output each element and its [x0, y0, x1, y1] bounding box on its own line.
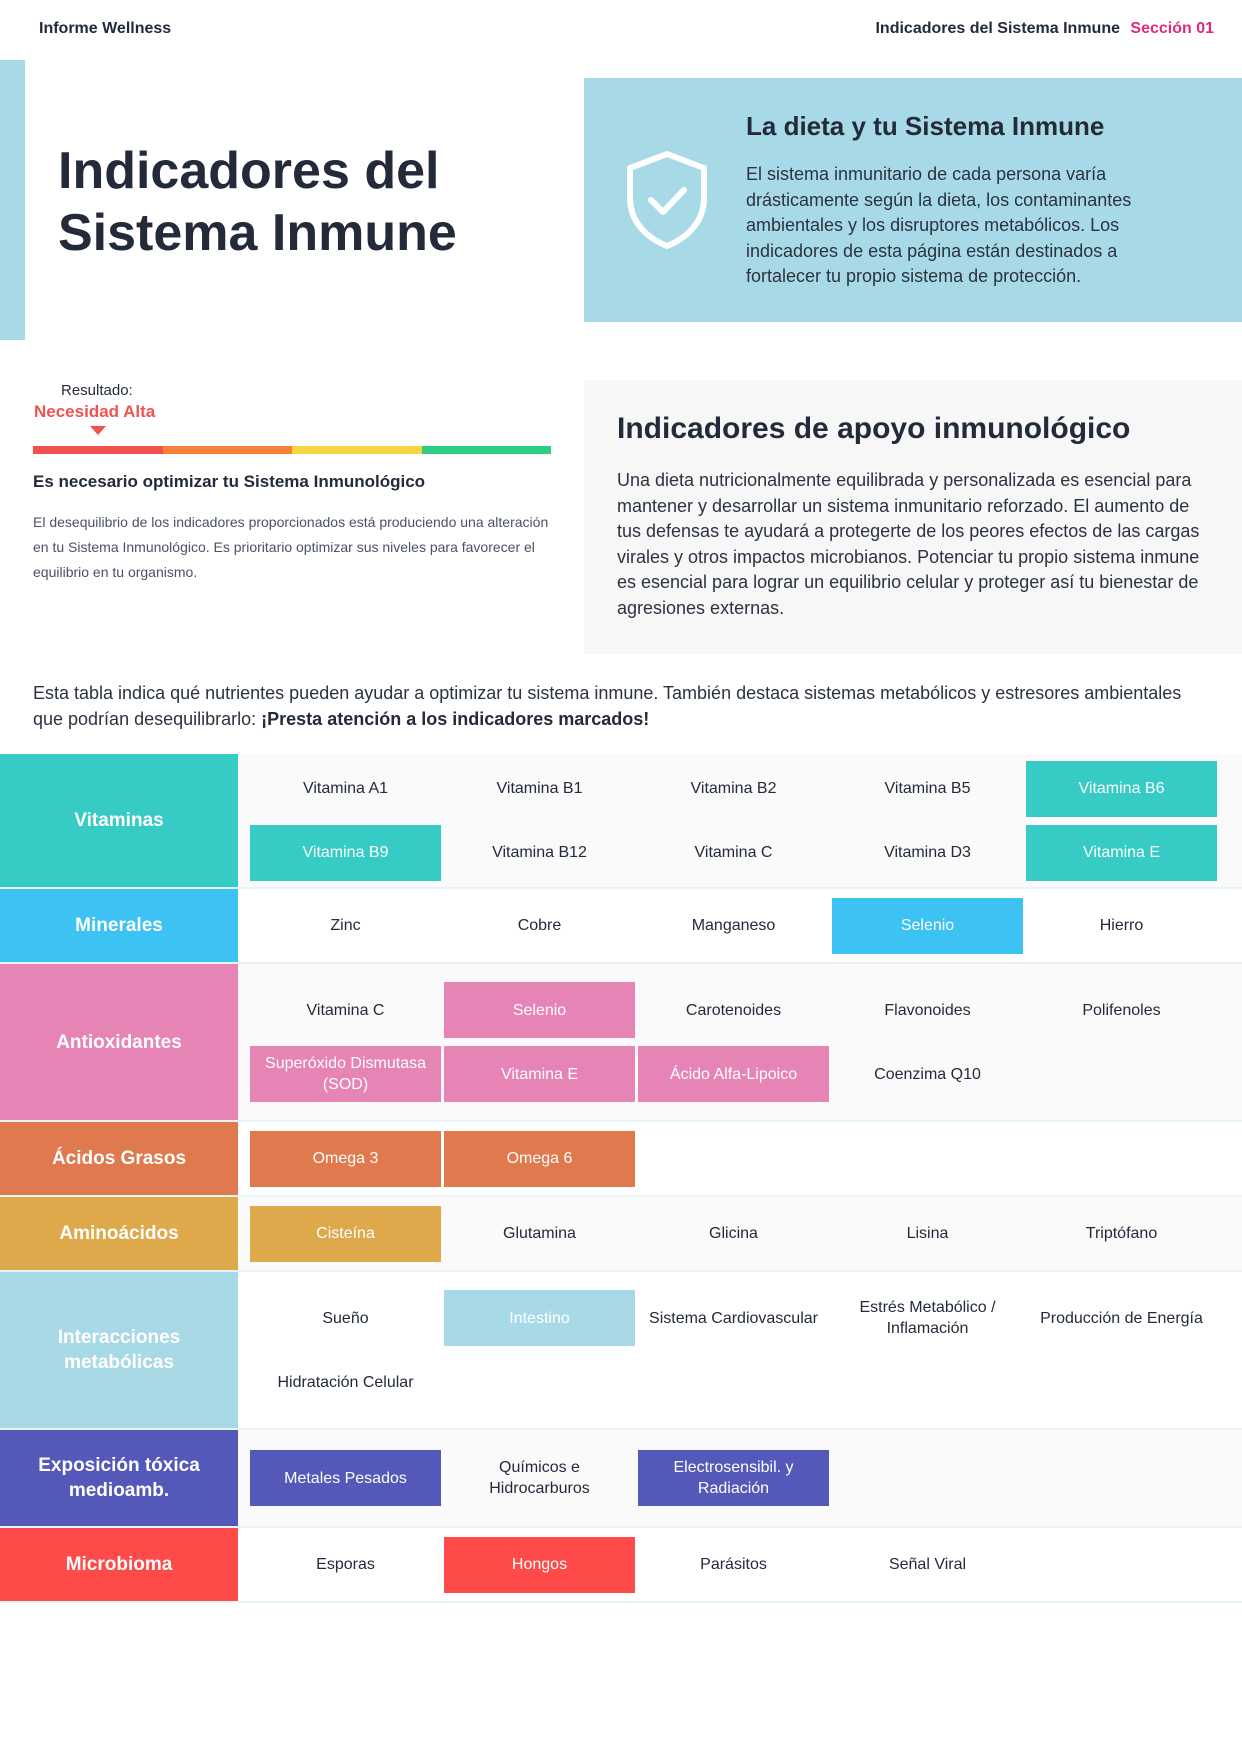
indicator-item-highlighted: Omega 3	[250, 1131, 441, 1187]
category-row	[0, 964, 1242, 1122]
shield-check-icon	[624, 150, 710, 250]
indicator-item: Triptófano	[1085, 1225, 1158, 1242]
category-row	[0, 1430, 1242, 1528]
indicator-item: Esporas	[316, 1556, 375, 1573]
category-row	[0, 1528, 1242, 1603]
diet-box-text: El sistema inmunitario de cada persona varía drásticamente según la dieta, los contaminantes ambientales y los disruptores metabólicos. Los indicadores de esta página están destinados a fortalecer tu propio sistema de protección.	[746, 164, 1132, 286]
indicator-item: Vitamina A1	[302, 780, 389, 797]
category-items	[238, 1528, 1242, 1601]
indicator-item: Sueño	[322, 1309, 369, 1327]
category-items	[238, 964, 1242, 1120]
category-row	[0, 889, 1242, 964]
indicator-item: Manganeso	[691, 917, 776, 934]
indicator-item: Producción de Energía	[1040, 1309, 1203, 1327]
category-items	[238, 1122, 1242, 1195]
indicator-item: Carotenoides	[685, 1001, 782, 1019]
category-items	[238, 1430, 1242, 1526]
support-box-title: Indicadores de apoyo inmunológico	[617, 412, 1131, 445]
category-row	[0, 1197, 1242, 1272]
support-box-text: Una dieta nutricionalmente equilibrada y personalizada es esencial para mantener y desarrollar un sistema inmunitario reforzado. El aumento de tus defensas te ayudará a protegerte de los peores efectos de las cargas virales y otros impactos microbianos. Potenciar tu propio sistema inmune es esencial para lograr un equilibrio celular y proteger así tu bienestar de agresiones externas.	[617, 470, 1200, 618]
indicator-item: Glutamina	[503, 1225, 576, 1242]
result-label: Resultado:	[61, 382, 133, 399]
indicator-item: Hidratación Celular	[277, 1373, 414, 1391]
result-headline: Es necesario optimizar tu Sistema Inmunológico	[33, 472, 426, 491]
indicator-item-highlighted: Selenio	[832, 898, 1023, 954]
indicator-item: Zinc	[330, 917, 361, 934]
indicator-item: Vitamina B5	[884, 780, 971, 797]
category-row	[0, 754, 1242, 889]
indicator-item: Vitamina B2	[690, 780, 777, 797]
indicator-item-highlighted: Vitamina E	[444, 1046, 635, 1102]
indicator-item: Hierro	[1099, 917, 1144, 934]
category-label: Minerales	[0, 889, 238, 962]
scale-pointer-icon	[90, 426, 106, 435]
result-text: El desequilibrio de los indicadores proporcionados está produciendo una alteración en tu Sistema Inmunológico. Es prioritario optimizar sus niveles para favorecer el equilibrio en tu organismo.	[33, 514, 549, 580]
indicator-item-highlighted: Metales Pesados	[250, 1450, 441, 1506]
indicator-item: Flavonoides	[884, 1001, 971, 1019]
brand-name: Informe Wellness	[39, 20, 172, 37]
support-info-box	[584, 380, 1242, 654]
indicator-item: Señal Viral	[888, 1556, 967, 1573]
indicator-item: Estrés Metabólico / Inflamación	[859, 1299, 996, 1337]
category-items	[238, 1197, 1242, 1270]
category-label: Aminoácidos	[0, 1197, 238, 1270]
top-bar	[0, 0, 1242, 60]
indicator-item-highlighted: Vitamina B9	[250, 825, 441, 881]
indicator-item: Vitamina D3	[884, 844, 971, 861]
indicator-item-highlighted: Cisteína	[250, 1206, 441, 1262]
category-label: Microbioma	[0, 1528, 238, 1601]
result-scale	[33, 446, 551, 454]
indicator-item: Parásitos	[700, 1556, 767, 1573]
indicator-item: Químicos e Hidrocarburos	[489, 1459, 590, 1497]
indicator-item-highlighted: Selenio	[444, 982, 635, 1038]
indicator-item-highlighted: Hongos	[444, 1537, 635, 1593]
indicator-item: Sistema Cardiovascular	[649, 1309, 818, 1327]
indicator-item-highlighted: Omega 6	[444, 1131, 635, 1187]
indicator-item: Glicina	[709, 1225, 758, 1242]
indicator-item: Vitamina C	[306, 1001, 385, 1019]
indicator-item-highlighted: Ácido Alfa-Lipoico	[638, 1046, 829, 1102]
category-items	[238, 1272, 1242, 1428]
scale-segment	[292, 446, 422, 454]
indicator-item: Vitamina B12	[492, 844, 587, 861]
result-value: Necesidad Alta	[34, 402, 156, 421]
intro-text: Esta tabla indica qué nutrientes pueden ayudar a optimizar tu sistema inmune. También destaca sistemas metabólicos y estresores ambientales que podrían desequilibrarlo:	[33, 683, 1182, 729]
category-label: Interacciones metabólicas	[0, 1272, 238, 1428]
category-row	[0, 1122, 1242, 1197]
diet-info-box	[584, 78, 1242, 322]
indicator-item: Lisina	[906, 1225, 949, 1242]
table-intro	[33, 680, 1203, 732]
diet-box-title: La dieta y tu Sistema Inmune	[746, 111, 1105, 141]
category-row	[0, 1272, 1242, 1430]
indicator-item-highlighted: Intestino	[444, 1290, 635, 1346]
scale-segment	[163, 446, 293, 454]
page-title: Indicadores del Sistema Inmune	[58, 142, 457, 262]
indicator-table	[0, 754, 1242, 1603]
indicator-item: Cobre	[517, 917, 562, 934]
indicator-item-highlighted: Superóxido Dismutasa (SOD)	[250, 1046, 441, 1102]
indicator-item-highlighted: Electrosensibil. y Radiación	[638, 1450, 829, 1506]
category-label: Exposición tóxica medioamb.	[0, 1430, 238, 1526]
indicator-item: Vitamina B1	[496, 780, 583, 797]
category-label: Antioxidantes	[0, 964, 238, 1120]
category-label: Vitaminas	[0, 754, 238, 887]
indicator-item-highlighted: Vitamina E	[1026, 825, 1217, 881]
category-label: Ácidos Grasos	[0, 1122, 238, 1195]
indicator-item: Coenzima Q10	[874, 1065, 981, 1083]
scale-segment	[33, 446, 163, 454]
indicator-item: Polifenoles	[1082, 1001, 1161, 1019]
category-items	[238, 754, 1242, 887]
intro-emphasis: ¡Presta atención a los indicadores marcados!	[261, 709, 650, 729]
indicator-item: Vitamina C	[694, 844, 773, 861]
category-items	[238, 889, 1242, 962]
indicator-item-highlighted: Vitamina B6	[1026, 761, 1217, 817]
section-number: Sección 01	[1130, 20, 1214, 37]
section-title: Indicadores del Sistema Inmune	[875, 20, 1120, 37]
scale-segment	[422, 446, 552, 454]
accent-bar	[0, 60, 25, 340]
